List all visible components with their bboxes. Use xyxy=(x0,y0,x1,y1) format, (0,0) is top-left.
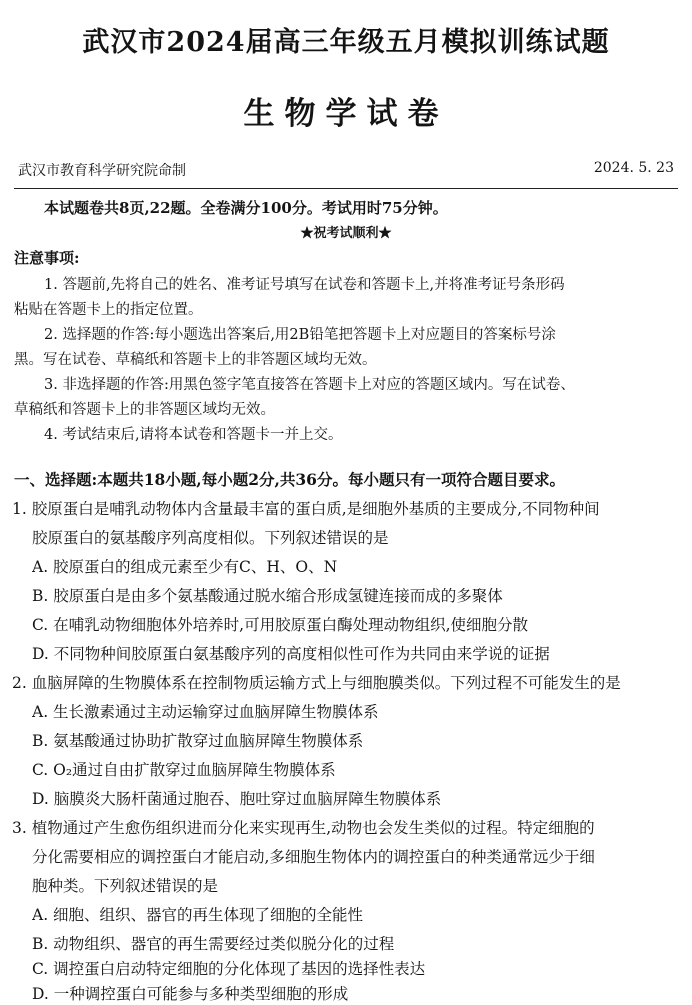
question-1-option-d: D. 不同物种间胶原蛋白氨基酸序列的高度相似性可作为共同由来学说的证据 xyxy=(32,645,550,663)
question-2-stem: 2. 血脑屏障的生物膜体系在控制物质运输方式上与细胞膜类似。下列过程不可能发生的是 xyxy=(12,674,621,692)
question-3-option-d: D. 一种调控蛋白可能参与多种类型细胞的形成 xyxy=(32,985,349,1003)
notice-line: 2. 选择题的作答:每小题选出答案后,用2B铅笔把答题卡上对应题目的答案标号涂 xyxy=(44,327,556,343)
notice-title: 注意事项: xyxy=(14,249,80,267)
exam-title: 武汉市2024届高三年级五月模拟训练试题 xyxy=(82,27,610,58)
meta-row xyxy=(18,160,674,182)
question-2-option-b: B. 氨基酸通过协助扩散穿过血脑屏障生物膜体系 xyxy=(32,732,364,750)
notice-line: 草稿纸和答题卡上的非答题区域均无效。 xyxy=(14,402,275,418)
question-1-option-a: A. 胶原蛋白的组成元素至少有C、H、O、N xyxy=(32,558,338,576)
header-divider xyxy=(14,188,678,189)
good-luck-line: ★祝考试顺利★ xyxy=(300,226,392,241)
question-3-option-a: A. 细胞、组织、器官的再生体现了细胞的全能性 xyxy=(32,906,364,924)
question-3-option-c: C. 调控蛋白启动特定细胞的分化体现了基因的选择性表达 xyxy=(32,960,426,978)
question-3-stem-cont: 胞种类。下列叙述错误的是 xyxy=(32,877,219,895)
exam-date: 2024. 5. 23 xyxy=(593,160,674,176)
question-1-stem: 1. 胶原蛋白是哺乳动物体内含量最丰富的蛋白质,是细胞外基质的主要成分,不同物种间 xyxy=(12,500,600,518)
issuer: 武汉市教育科学研究院命制 xyxy=(18,163,186,179)
question-2-option-c: C. O₂通过自由扩散穿过血脑屏障生物膜体系 xyxy=(32,761,336,779)
notice-line: 1. 答题前,先将自己的姓名、准考证号填写在试卷和答题卡上,并将准考证号条形码 xyxy=(44,277,565,293)
subject-title: 生物学试卷 xyxy=(243,96,449,132)
question-2-option-d: D. 脑膜炎大肠杆菌通过胞吞、胞吐穿过血脑屏障生物膜体系 xyxy=(32,790,442,808)
question-1-stem-cont: 胶原蛋白的氨基酸序列高度相似。下列叙述错误的是 xyxy=(32,529,389,547)
notice-line: 4. 考试结束后,请将本试卷和答题卡一并上交。 xyxy=(44,427,343,443)
question-3-option-b: B. 动物组织、器官的再生需要经过类似脱分化的过程 xyxy=(32,935,395,953)
question-1-option-c: C. 在哺乳动物细胞体外培养时,可用胶原蛋白酶处理动物组织,使细胞分散 xyxy=(32,616,529,634)
exam-info: 本试题卷共8页,22题。全卷满分100分。考试用时75分钟。 xyxy=(44,199,448,217)
question-2-option-a: A. 生长激素通过主动运输穿过血脑屏障生物膜体系 xyxy=(32,703,379,721)
section-header: 一、选择题:本题共18小题,每小题2分,共36分。每小题只有一项符合题目要求。 xyxy=(14,470,565,489)
notice-line: 黑。写在试卷、草稿纸和答题卡上的非答题区域均无效。 xyxy=(14,352,377,368)
notice-line: 3. 非选择题的作答:用黑色签字笔直接答在答题卡上对应的答题区域内。写在试卷、 xyxy=(44,377,575,393)
question-1-option-b: B. 胶原蛋白是由多个氨基酸通过脱水缩合形成氢键连接而成的多聚体 xyxy=(32,587,503,605)
question-3-stem-cont: 分化需要相应的调控蛋白才能启动,多细胞生物体内的调控蛋白的种类通常远少于细 xyxy=(32,848,595,866)
question-3-stem: 3. 植物通过产生愈伤组织进而分化来实现再生,动物也会发生类似的过程。特定细胞的 xyxy=(12,819,595,837)
notice-line: 粘贴在答题卡上的指定位置。 xyxy=(14,302,203,318)
